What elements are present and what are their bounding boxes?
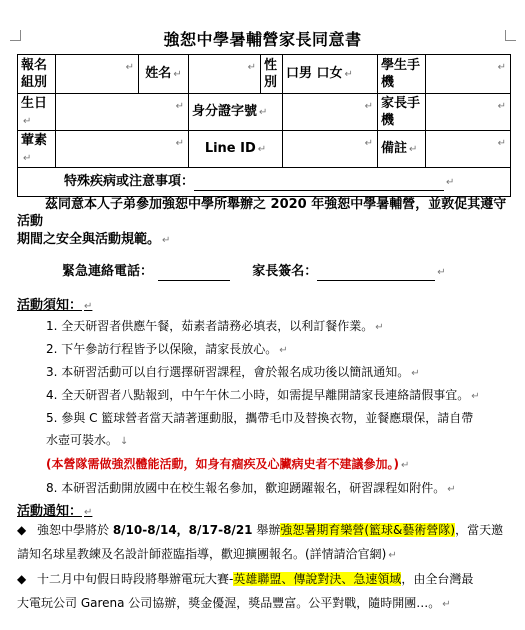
student-phone-field[interactable]: ↵ xyxy=(426,55,511,94)
form-row-3 xyxy=(18,131,511,168)
label-special-conditions: 特殊疾病或注意事項： xyxy=(64,174,195,189)
label-birthday: 生日↵ xyxy=(18,94,56,131)
id-number-field[interactable]: ↵ xyxy=(283,94,378,131)
label-line-id: Line ID ↵ xyxy=(189,131,283,168)
parent-phone-field[interactable]: ↵ xyxy=(426,94,511,131)
label-diet: 葷素↵ xyxy=(18,131,56,168)
notice-item-5: 5. 參與 C 籃球營者當天請著運動服，攜帶毛巾及替換衣物，並餐應環保，請自帶 xyxy=(46,411,474,425)
consent-line-1: 茲同意本人子弟參加強恕中學所舉辦之 2020 年強恕中學暑輔營，並敦促其遵守活動 xyxy=(17,197,507,229)
line-id-field[interactable]: ↵ xyxy=(283,131,378,168)
special-conditions-line xyxy=(194,176,444,191)
label-student-phone: 學生手機 xyxy=(378,55,426,94)
label-parent-phone: 家長手機 xyxy=(378,94,426,131)
announce-bullet-2: ◆ 十二月中旬假日時段將舉辦電玩大賽-英雄聯盟、傳說對決、急速領域，由全台灣最 xyxy=(17,567,513,591)
announce-heading: 活動通知： ↵ xyxy=(17,504,93,519)
diamond-bullet-icon: ◆ xyxy=(17,523,27,537)
label-group: 報名組別 xyxy=(18,55,56,94)
form-row-4 xyxy=(18,168,511,197)
diamond-bullet-icon: ◆ xyxy=(17,572,27,586)
announce-bullet-1-continued: 請知名球星教練及名設計師蒞臨指導，歡迎擴團報名。(詳情請洽官網) ↵ xyxy=(17,547,397,561)
form-row-2 xyxy=(18,94,511,131)
consent-line-2: 期間之安全與活動規範。 xyxy=(17,232,161,247)
diet-field[interactable]: ↵ xyxy=(56,131,189,168)
notice-item-2: 2. 下午參訪行程皆予以保險，請家長放心。 ↵ xyxy=(46,342,288,356)
announce-bullet-2-continued: 大電玩公司 Garena 公司協辦，獎金優渥，獎品豐富。公平對戰，隨時開團…。 ↵ xyxy=(17,596,451,610)
special-conditions-cell[interactable]: 特殊疾病或注意事項： ↵ xyxy=(18,168,511,197)
name-field[interactable]: ↵ xyxy=(189,55,261,94)
birthday-field[interactable]: ↵ xyxy=(56,94,189,131)
notice-item-5-continued: 水壺可裝水。 ↓ xyxy=(46,433,129,447)
emergency-phone-field[interactable] xyxy=(158,266,230,281)
form-row-1 xyxy=(18,55,511,94)
group-field[interactable]: ↵ xyxy=(56,55,139,94)
remarks-field[interactable]: ↵ xyxy=(426,131,511,168)
label-remarks: 備註 ↵ xyxy=(378,131,426,168)
parent-sign-label: 家長簽名： xyxy=(252,264,318,279)
notice-item-1: 1. 全天研習者供應午餐，茹素者請務必填表，以利訂餐作業。 ↵ xyxy=(46,319,384,333)
consent-paragraph xyxy=(17,196,513,230)
parent-sign-field[interactable] xyxy=(317,266,435,281)
document-title: 強恕中學暑輔營家長同意書 xyxy=(163,30,362,49)
label-id-number: 身分證字號 ↵ xyxy=(189,94,283,131)
games-highlight: 英雄聯盟、傳說對決、急速領域 xyxy=(233,572,402,586)
notice-item-4: 4. 全天研習者八點報到，中午午休二小時，如需提早離開請家長連絡請假事宜。 ↵ xyxy=(46,388,480,402)
registration-form-table xyxy=(17,54,511,197)
health-warning: (本營隊需做強烈體能活動，如身有痼疾及心臟病史者不建議參加。) ↵ xyxy=(46,457,410,471)
camp-highlight: 強恕暑期育樂營(籃球&藝術營隊) xyxy=(280,523,456,537)
notice-item-3: 3. 本研習活動可以自行選擇研習課程，會於報名成功後以簡訊通知。 ↵ xyxy=(46,365,420,379)
gender-options[interactable]: 口男 口女 ↵ xyxy=(283,55,378,94)
label-name: 姓名 ↵ xyxy=(139,55,189,94)
announce-bullet-1: ◆ 強恕中學將於 8/10-8/14，8/17-8/21 舉辦強恕暑期育樂營(籃球&藝術營隊)，當天邀 xyxy=(17,518,513,542)
consent-paragraph-2: 期間之安全與活動規範。 ↵ xyxy=(17,232,171,247)
label-gender: 性別 xyxy=(261,55,283,94)
notice-item-8: 8. 本研習活動開放國中在校生報名參加，歡迎踴躍報名，研習課程如附件。 ↵ xyxy=(46,481,456,495)
emergency-phone-label: 緊急連絡電話： xyxy=(62,264,154,279)
notice-heading: 活動須知： ↵ xyxy=(17,298,93,313)
emergency-line: 緊急連絡電話： 家長簽名： ↵ xyxy=(62,264,446,279)
